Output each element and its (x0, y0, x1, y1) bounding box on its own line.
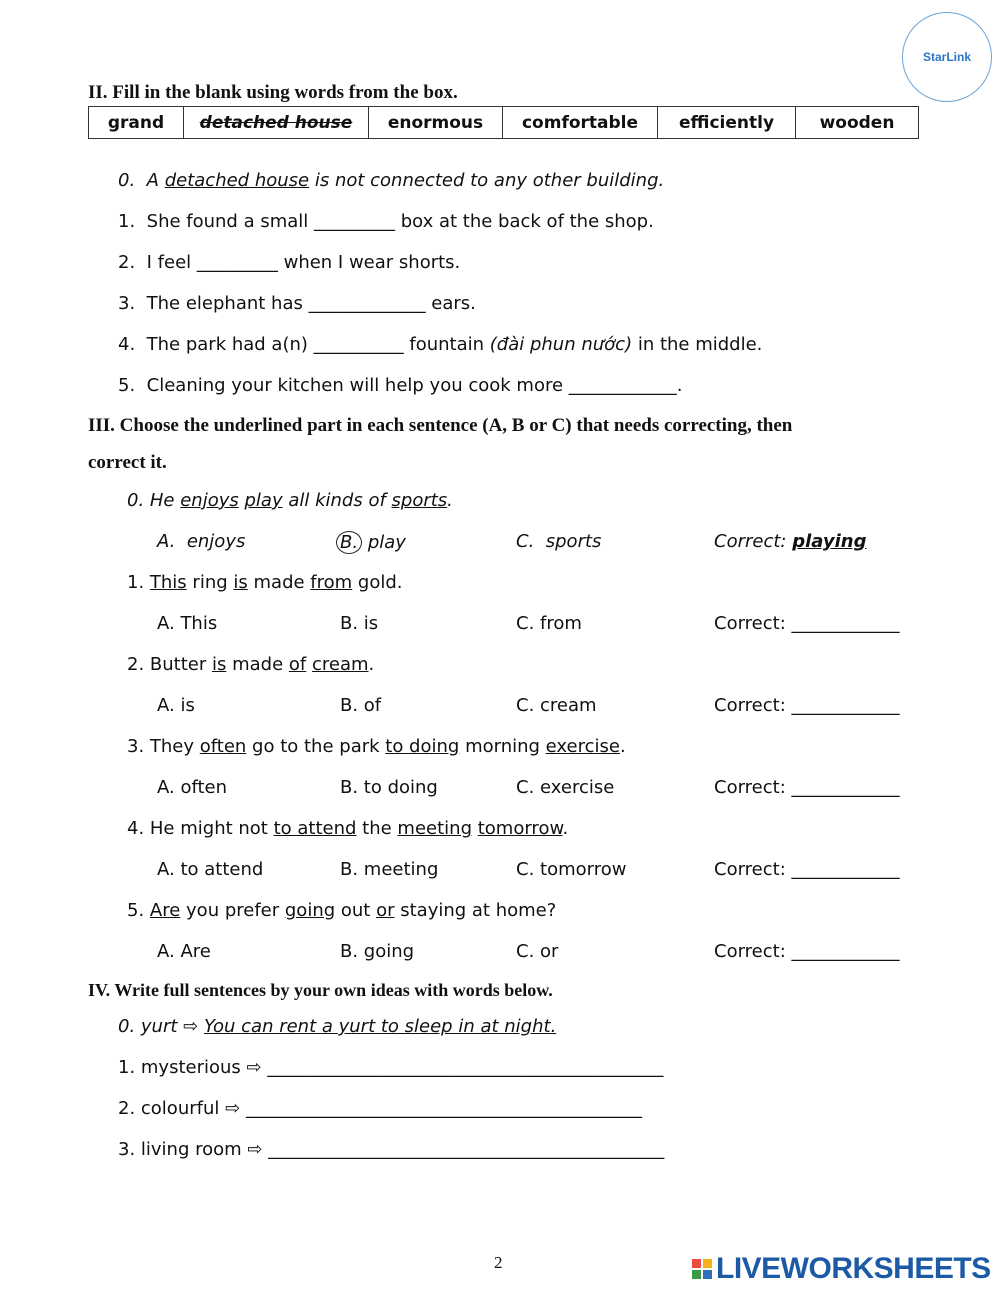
correct-blank: Correct: ____________ (714, 859, 900, 880)
error-question-1: 1. This ring is made from gold. (127, 572, 403, 593)
error-question-4: 4. He might not to attend the meeting tomorrow. (127, 818, 569, 839)
word-box-item-used: detached house (184, 107, 369, 139)
arrow-icon: ⇨ (246, 1057, 262, 1078)
sentence-item-1: 1. mysterious ⇨ ____________________________________________ (118, 1057, 664, 1078)
option-a: A. is (157, 695, 195, 716)
arrow-icon: ⇨ (247, 1139, 263, 1160)
word-box-item: efficiently (658, 107, 796, 139)
option-c: C. tomorrow (516, 859, 627, 880)
fill-example: 0. A detached house is not connected to any other building. (118, 170, 665, 191)
option-b-circled: B. play (340, 531, 406, 554)
example-answer: detached house (164, 170, 310, 191)
answer-line: ____________________________________________ (268, 1139, 665, 1160)
section-2-heading: II. Fill in the blank using words from the box. (88, 82, 458, 103)
option-c: C. or (516, 941, 559, 962)
sentence-example: 0. yurt ⇨ You can rent a yurt to sleep in at night. (118, 1016, 557, 1037)
option-a: A. Are (157, 941, 211, 962)
sentence-item-3: 3. living room ⇨ ____________________________________________ (118, 1139, 665, 1160)
example-correct: Correct: playing (714, 531, 867, 552)
answer-circle: B. (336, 531, 362, 554)
correct-blank: Correct: ____________ (714, 777, 900, 798)
option-c: C. sports (516, 531, 602, 552)
word-box-item: enormous (369, 107, 503, 139)
liveworksheets-blocks-icon (692, 1259, 712, 1279)
section-3-heading: III. Choose the underlined part in each sentence (A, B or C) that needs correcting, then (88, 415, 793, 436)
option-b: B. of (340, 695, 382, 716)
correct-blank: Correct: ____________ (714, 941, 900, 962)
error-question-2: 2. Butter is made of cream. (127, 654, 375, 675)
word-box (88, 106, 919, 139)
option-c: C. from (516, 613, 582, 634)
option-b: B. meeting (340, 859, 439, 880)
answer-line: ____________________________________________ (245, 1098, 642, 1119)
option-a: A. enjoys (157, 531, 246, 552)
correct-blank: Correct: ____________ (714, 695, 900, 716)
error-example-question: 0. He enjoys play all kinds of sports. (127, 490, 453, 511)
fill-item-2: 2. I feel _________ when I wear shorts. (118, 252, 461, 273)
correct-blank: Correct: ____________ (714, 613, 900, 634)
option-b: B. to doing (340, 777, 438, 798)
fill-item-5: 5. Cleaning your kitchen will help you cook more ____________. (118, 375, 683, 396)
option-a: A. This (157, 613, 218, 634)
section-4-heading: IV. Write full sentences by your own ideas with words below. (88, 980, 553, 1000)
word-box-item: comfortable (503, 107, 658, 139)
starlink-logo: StarLink (902, 12, 992, 102)
section-3-heading-cont: correct it. (88, 452, 167, 473)
error-question-3: 3. They often go to the park to doing morning exercise. (127, 736, 626, 757)
option-a: A. to attend (157, 859, 264, 880)
option-c: C. exercise (516, 777, 615, 798)
option-b: B. going (340, 941, 415, 962)
fill-item-3: 3. The elephant has _____________ ears. (118, 293, 476, 314)
page-number: 2 (494, 1253, 503, 1272)
arrow-icon: ⇨ (225, 1098, 241, 1119)
option-a: A. often (157, 777, 228, 798)
sentence-item-2: 2. colourful ⇨ ____________________________________________ (118, 1098, 642, 1119)
liveworksheets-logo: LIVEWORKSHEETS (692, 1252, 991, 1286)
fill-item-4: 4. The park had a(n) __________ fountain (đài phun nước) in the middle. (118, 334, 763, 355)
word-box-item: grand (89, 107, 184, 139)
answer-line: ____________________________________________ (267, 1057, 664, 1078)
option-b: B. is (340, 613, 379, 634)
word-box-item: wooden (796, 107, 919, 139)
option-c: C. cream (516, 695, 597, 716)
arrow-icon: ⇨ (183, 1016, 199, 1037)
fill-item-1: 1. She found a small _________ box at the back of the shop. (118, 211, 654, 232)
error-question-5: 5. Are you prefer going out or staying at home? (127, 900, 557, 921)
